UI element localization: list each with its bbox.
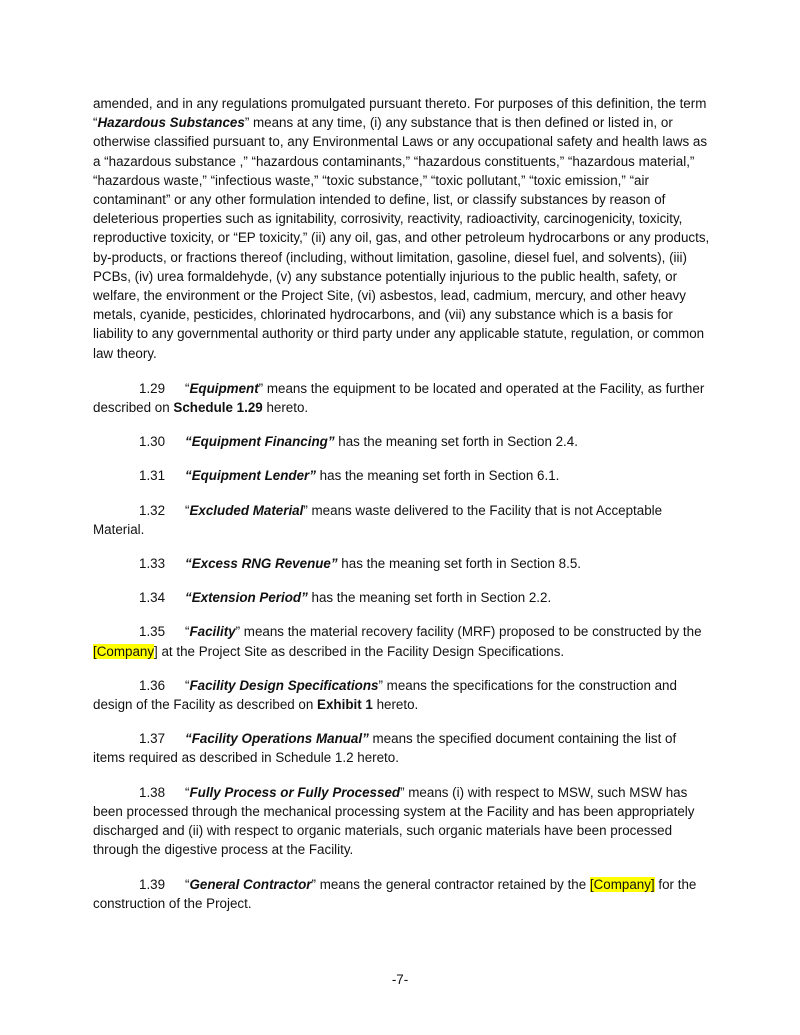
- section-1-29: 1.29 “Equipment” means the equipment to be located and operated at the Facility, as further described on Schedule 1.29 hereto.: [93, 380, 705, 416]
- section-number: 1.39: [139, 876, 166, 892]
- document-page: [93, 94, 711, 928]
- section-1-36: 1.36 “Facility Design Specifications” means the specifications for the construction and design of the Facility as described on Exhibit 1 hereto.: [93, 677, 677, 713]
- term-general-contractor: General Contractor: [189, 876, 312, 892]
- section-1-32: 1.32 “Excluded Material” means waste delivered to the Facility that is not Acceptable Material.: [93, 502, 663, 537]
- section-1-37: 1.37 “Facility Operations Manual” means the specified document containing the list of items required as described in Schedule 1.2 hereto.: [93, 731, 677, 766]
- section-number: 1.31: [139, 468, 166, 484]
- section-number: 1.38: [139, 784, 166, 800]
- term-equipment-financing: “Equipment Financing”: [185, 434, 335, 450]
- term-excess-rng-revenue: “Excess RNG Revenue”: [185, 556, 338, 572]
- highlighted-placeholder: [Company: [93, 643, 155, 659]
- term-extension-period: “Extension Period”: [185, 590, 308, 606]
- term-equipment: Equipment: [189, 380, 259, 396]
- exhibit-reference: Exhibit 1: [317, 697, 373, 713]
- section-1-39: 1.39 “General Contractor” means the general contractor retained by the [Company] for the construction of the Project.: [93, 876, 697, 911]
- section-1-31: 1.31 “Equipment Lender” has the meaning set forth in Section 6.1.: [93, 466, 711, 485]
- section-number: 1.36: [139, 677, 166, 693]
- term-hazardous-substances: Hazardous Substances: [97, 115, 245, 131]
- section-number: 1.30: [139, 434, 166, 450]
- term-fully-processed: Fully Process or Fully Processed: [189, 784, 401, 800]
- page-number: -7-: [391, 972, 409, 987]
- section-1-30: 1.30 “Equipment Financing” has the meaning set forth in Section 2.4.: [93, 432, 711, 451]
- section-number: 1.33: [139, 556, 166, 572]
- section-1-33: 1.33 “Excess RNG Revenue” has the meaning set forth in Section 8.5.: [93, 554, 711, 573]
- section-number: 1.29: [139, 380, 166, 396]
- term-equipment-lender: “Equipment Lender”: [185, 468, 316, 484]
- schedule-reference: Schedule 1.29: [173, 400, 263, 416]
- intro-text-1: amended, and in any regulations promulgated pursuant thereto. For purposes of this definition, the term “: [93, 96, 707, 131]
- section-number: 1.37: [139, 731, 166, 747]
- hazardous-substances-definition: [93, 94, 711, 363]
- section-1-34: 1.34 “Extension Period” has the meaning set forth in Section 2.2.: [93, 588, 711, 607]
- section-number: 1.35: [139, 624, 166, 640]
- highlighted-placeholder: [Company]: [589, 876, 655, 892]
- term-excluded-material: Excluded Material: [189, 502, 304, 518]
- term-facility-design-specifications: Facility Design Specifications: [189, 677, 379, 693]
- term-facility: Facility: [189, 624, 236, 640]
- section-1-38: 1.38 “Fully Process or Fully Processed” means (i) with respect to MSW, such MSW has been processed through the mechanical processing system at the Facility and has been appropriately discharged and (ii) with respect to organic materials, such organic materials have been processed through the digestive process at the Facility.: [93, 784, 695, 858]
- section-number: 1.34: [139, 590, 166, 606]
- section-number: 1.32: [139, 502, 166, 518]
- term-facility-operations-manual: “Facility Operations Manual”: [185, 731, 369, 747]
- intro-text-2: ” means at any time, (i) any substance that is then defined or listed in, or otherwise classified pursuant to, any Environmental Laws or any occupational safety and health laws as a “hazardous substance ,” “hazardous contaminants,” “hazardous constituents,” “hazardous material,” “hazardous waste,” “infectious waste,” “toxic substance,” “toxic pollutant,” “toxic emission,” “air contaminant” or any other formulation intended to define, list, or classify substances by reason of deleterious properties such as ignitability, corrosivity, reactivity, radioactivity, carcinogenicity, toxicity, reproductive toxicity, or “EP toxicity,” (ii) any oil, gas, and other petroleum hydrocarbons or any products, by-products, or fractions thereof (including, without limitation, gasoline, diesel fuel, and solvents), (iii) PCBs, (iv) urea formaldehyde, (v) any substance potentially injurious to the public health, safety, or welfare, the environment or the Project Site, (vi) asbestos, lead, cadmium, mercury, and other heavy metals, cyanide, pesticides, chlorinated hydrocarbons, and (vii) any substance which is a basis for liability to any governmental authority or third party under any applicable statute, regulation, or common law theory.: [93, 115, 710, 361]
- section-1-35: 1.35 “Facility” means the material recovery facility (MRF) proposed to be constructed by the [Company] at the Project Site as described in the Facility Design Specifications.: [93, 624, 702, 659]
